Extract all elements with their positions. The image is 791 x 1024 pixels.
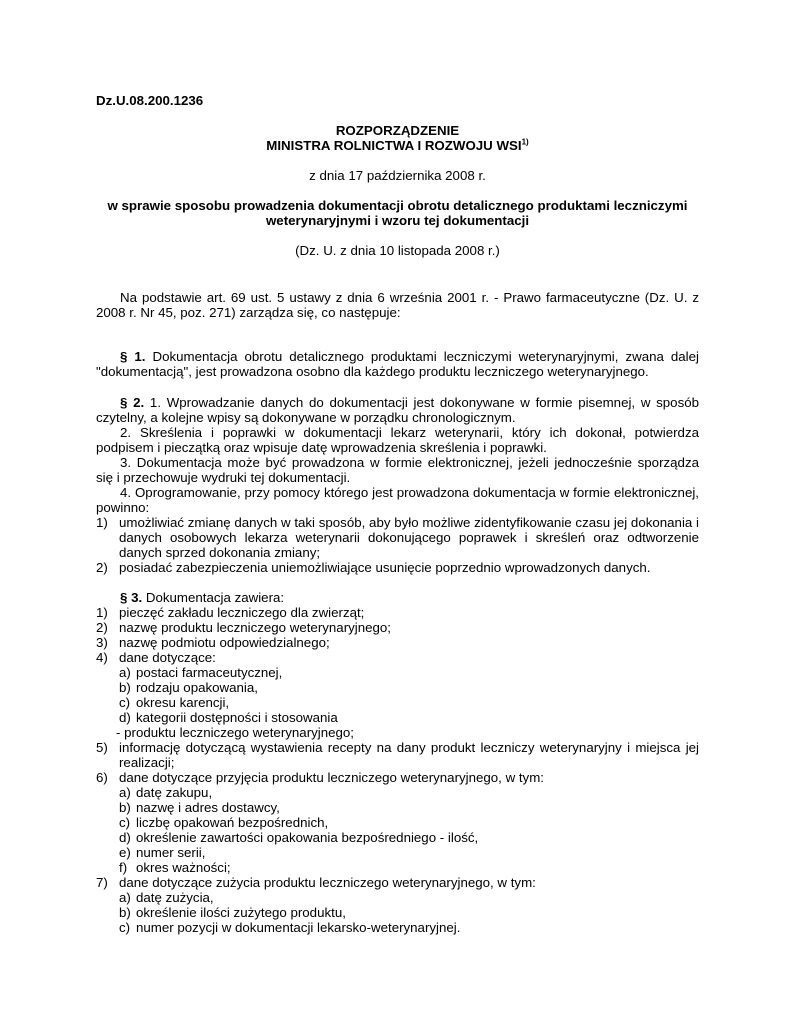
section-1-text: Dokumentacja obrotu detalicznego produktami leczniczymi weterynaryjnymi, zwana dalej "dokumentacją", jest prowadzona osobno dla każdego produktu leczniczego weterynaryjnego. [96,349,699,379]
section-3-item-6-text: dane dotyczące przyjęcia produktu leczniczego weterynaryjnego, w tym: [119,770,544,785]
section-2-p1-text: 1. Wprowadzanie danych do dokumentacji jest dokonywane w formie pisemnej, w sposób czytelny, a kolejne wpisy są dokonywane w porządku chronologicznym. [96,395,700,425]
section-2-paragraph-4: 4. Oprogramowanie, przy pomocy którego jest prowadzona dokumentacja w formie elektronicznej, powinno: [96,485,699,515]
publication-note: (Dz. U. z dnia 10 listopada 2008 r.) [295,243,500,258]
section-3-item-7-number: 7) [96,875,108,890]
section-3-intro-text: Dokumentacja zawiera: [145,590,285,605]
section-3-intro [120,590,284,605]
section-3-item-6b-text: nazwę i adres dostawcy, [136,800,280,815]
section-1 [96,349,699,379]
section-3-item-2-text: nazwę produktu leczniczego weterynaryjnego; [119,620,392,635]
section-3-item-5-number: 5) [96,740,108,755]
title-line-2-text: MINISTRA ROLNICTWA I ROZWOJU WSI [266,138,522,153]
section-3-item-4b-text: rodzaju opakowania, [136,680,258,695]
section-3-item-4b-letter: b) [119,680,131,695]
section-3-item-4c-text: okresu karencji, [136,695,230,710]
section-3-item-6a-text: datę zakupu, [136,785,213,800]
section-3-item-6-number: 6) [96,770,108,785]
title-line-2 [96,138,699,153]
section-1-mark: § 1. [120,349,146,364]
section-3-item-6c-text: liczbę opakowań bezpośrednich, [136,815,329,830]
section-2-item-2-number: 2) [96,560,108,575]
section-2-item-1-text: umożliwiać zmianę danych w taki sposób, aby było możliwe zidentyfikowanie czasu jej dokonania i danych osobowych lekarza weterynarii dokonującego poprawek i skreśleń oraz odtworzenie danych sprzed dokonania zmiany; [119,515,699,560]
preamble: Na podstawie art. 69 ust. 5 ustawy z dnia 6 września 2001 r. - Prawo farmaceutyczne (Dz. U. z 2008 r. Nr 45, poz. 271) zarządza się, co następuje: [96,290,699,320]
section-3-item-6d-letter: d) [119,830,131,845]
section-2-item-2-text: posiadać zabezpieczenia uniemożliwiające usunięcie poprzednio wprowadzonych danych. [119,560,651,575]
section-3-item-4c-letter: c) [119,695,131,710]
section-3-item-3-text: nazwę podmiotu odpowiedzialnego; [119,635,330,650]
section-3-mark: § 3. [120,590,143,605]
section-3-item-7c-text: numer pozycji w dokumentacji lekarsko-weterynaryjnej. [136,920,461,935]
section-3-item-3-number: 3) [96,635,108,650]
section-3-item-4-number: 4) [96,650,108,665]
section-3-item-7c-letter: c) [119,920,131,935]
section-3-item-6e-letter: e) [119,845,131,860]
section-3-item-4a-text: postaci farmaceutycznej, [136,665,283,680]
section-3-item-1-number: 1) [96,605,108,620]
section-2-mark: § 2. [120,395,145,410]
section-3-item-1-text: pieczęć zakładu leczniczego dla zwierząt; [119,605,365,620]
title-line-1: ROZPORZĄDZENIE [335,123,460,138]
document-date: z dnia 17 października 2008 r. [309,168,486,183]
section-3-item-4a-letter: a) [119,665,131,680]
section-3-item-4-tail: - produktu leczniczego weterynaryjnego; [116,725,354,740]
document-id: Dz.U.08.200.1236 [96,93,204,108]
section-3-item-6a-letter: a) [119,785,131,800]
subject-line-2: weterynaryjnymi i wzoru tej dokumentacji [265,213,530,228]
section-3-item-7a-text: datę zużycia, [136,890,214,905]
section-3-item-6f-text: okres ważności; [136,860,231,875]
section-3-item-6e-text: numer serii, [136,845,206,860]
title-footnote-marker: 1) [521,137,529,147]
section-3-item-7-text: dane dotyczące zużycia produktu leczniczego weterynaryjnego, w tym: [119,875,536,890]
section-3-item-4d-text: kategorii dostępności i stosowania [136,710,338,725]
section-2-paragraph-2: 2. Skreślenia i poprawki w dokumentacji lekarz weterynarii, który ich dokonał, potwierdza podpisem i pieczątką oraz wpisuje datę wprowadzenia skreślenia i poprawki. [96,425,699,455]
section-3-item-7b-text: określenie ilości zużytego produktu, [136,905,346,920]
section-2-item-1-number: 1) [96,515,108,530]
subject-line-1: w sprawie sposobu prowadzenia dokumentacji obrotu detalicznego produktami leczniczymi [107,198,688,213]
section-3-item-4d-letter: d) [119,710,131,725]
section-3-item-6f-letter: f) [119,860,128,875]
section-3-item-7b-letter: b) [119,905,131,920]
section-3-item-6b-letter: b) [119,800,131,815]
section-3-item-4-text: dane dotyczące: [119,650,216,665]
section-3-item-5-text: informację dotyczącą wystawienia recepty na dany produkt leczniczy weterynaryjny i miejsca jej realizacji; [119,740,699,770]
section-3-item-7a-letter: a) [119,890,131,905]
section-2-paragraph-3: 3. Dokumentacja może być prowadzona w formie elektronicznej, jeżeli jednocześnie sporządza się i przechowuje wydruki tej dokumentacji. [96,455,699,485]
section-3-item-6c-letter: c) [119,815,131,830]
section-2-paragraph-1 [96,395,699,425]
section-3-item-2-number: 2) [96,620,108,635]
section-3-item-6d-text: określenie zawartości opakowania bezpośredniego - ilość, [136,830,479,845]
